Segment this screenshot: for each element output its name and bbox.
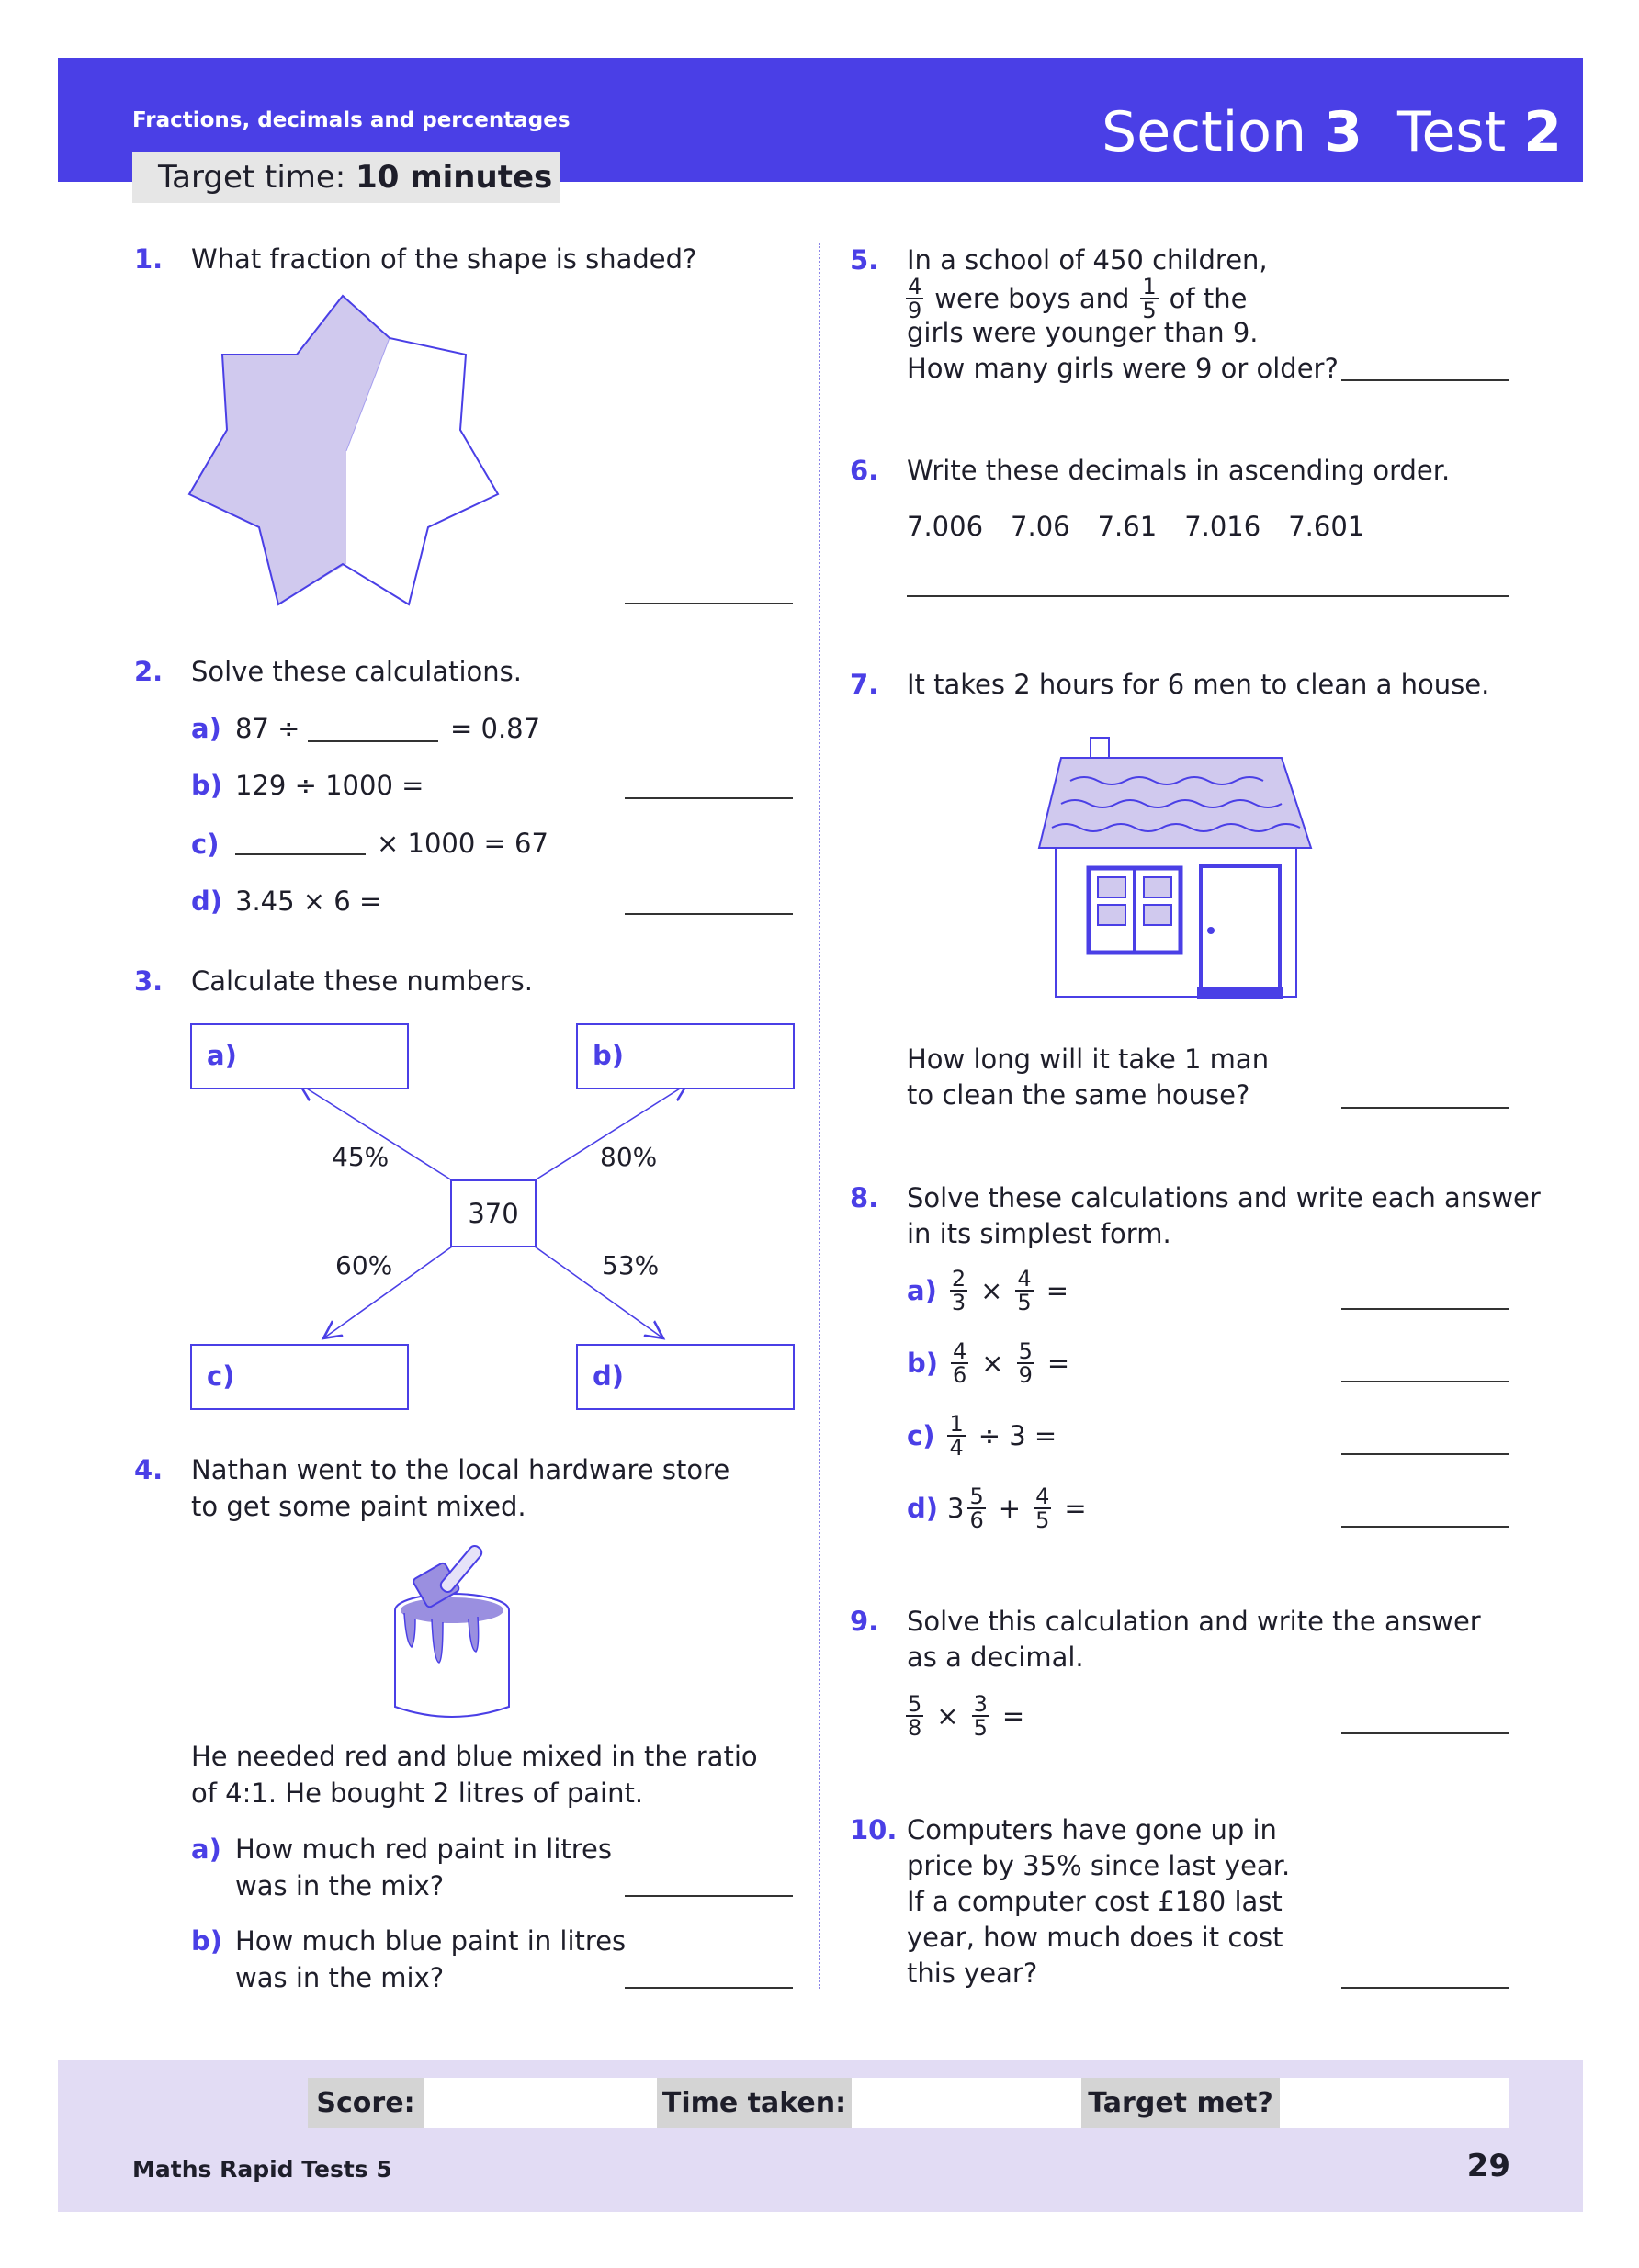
calc-text: = 0.87: [450, 713, 541, 744]
question-text: Write these decimals in ascending order.: [907, 455, 1451, 486]
question-text: was in the mix?: [235, 1870, 445, 1901]
question-text: as a decimal.: [907, 1642, 1084, 1673]
question-text: in its simplest form.: [907, 1218, 1171, 1249]
fraction: $\frac{3}{5}$: [973, 1691, 988, 1741]
question-text: How much blue paint in litres: [235, 1925, 627, 1957]
target-met-label: Target met?: [1081, 2078, 1280, 2128]
time-taken-label: Time taken:: [657, 2078, 852, 2128]
question-text: this year?: [907, 1958, 1038, 1989]
time-taken-field[interactable]: [852, 2078, 1081, 2128]
answer-line-q8a[interactable]: [1341, 1308, 1509, 1310]
answer-line-q10[interactable]: [1341, 1987, 1509, 1989]
decimal-value: 7.06: [1011, 511, 1070, 542]
percent-label: 45%: [332, 1142, 390, 1172]
question-number: 8.: [850, 1182, 879, 1213]
question-number: 9.: [850, 1606, 879, 1637]
answer-box-a[interactable]: [190, 1023, 409, 1089]
subject-title: Fractions, decimals and percentages: [132, 108, 571, 132]
calc-text: × 1000 = 67: [377, 828, 548, 859]
part-label: a): [191, 713, 221, 744]
answer-blank-q2a[interactable]: [308, 740, 438, 742]
answer-line-q2b[interactable]: [625, 797, 793, 799]
fraction: $\frac{5}{9}$: [1018, 1338, 1033, 1388]
calc-q8c: [907, 1413, 1057, 1459]
question-number: 6.: [850, 455, 879, 486]
calc-text: 87 ÷: [235, 713, 300, 744]
percent-label: 80%: [600, 1142, 658, 1172]
answer-line-q7[interactable]: [1341, 1107, 1509, 1109]
question-number: 2.: [134, 656, 164, 687]
page-number: 29: [1466, 2148, 1510, 2184]
answer-box-d[interactable]: [576, 1344, 795, 1410]
question-number: 3.: [134, 965, 164, 997]
question-text: Solve these calculations.: [191, 656, 522, 687]
question-text: Computers have gone up in: [907, 1814, 1277, 1845]
part-label: a): [907, 1275, 937, 1306]
section-test-title: [1102, 96, 1562, 169]
equals: =: [1046, 1275, 1069, 1306]
operator: ×: [981, 1348, 1004, 1379]
question-text: to get some paint mixed.: [191, 1491, 526, 1522]
calc-text: 129 ÷ 1000 =: [235, 770, 424, 801]
box-label: d): [593, 1360, 625, 1392]
question-text: What fraction of the shape is shaded?: [191, 243, 697, 275]
question-number: 10.: [850, 1814, 898, 1845]
question-text: price by 35% since last year.: [907, 1850, 1291, 1881]
part-label: c): [907, 1420, 935, 1451]
decimal-value: 7.016: [1184, 511, 1261, 542]
calc-q8a: [907, 1268, 1068, 1314]
part-label: d): [191, 886, 223, 917]
equals: =: [1001, 1700, 1025, 1732]
star-shape-diagram: [184, 289, 514, 620]
answer-line-q9[interactable]: [1341, 1732, 1509, 1734]
answer-blank-q2c[interactable]: [235, 853, 366, 855]
decimal-value: 7.006: [907, 511, 984, 542]
question-number: 5.: [850, 244, 879, 276]
star-shaded-part: [189, 296, 390, 604]
section-number: 3: [1324, 100, 1362, 164]
question-text: If a computer cost £180 last: [907, 1886, 1283, 1917]
fraction: $\frac{1}{4}$: [949, 1411, 964, 1461]
mixed-number: 3 $\frac{5}{6}$: [947, 1484, 984, 1533]
question-text: Nathan went to the local hardware store: [191, 1454, 730, 1485]
house-illustration: [1034, 730, 1318, 1015]
target-time: [158, 159, 552, 196]
answer-box-b[interactable]: [576, 1023, 795, 1089]
question-text: It takes 2 hours for 6 men to clean a house.: [907, 669, 1490, 700]
answer-line-q4b[interactable]: [625, 1987, 793, 1989]
equals: =: [1064, 1493, 1087, 1524]
question-text: year, how much does it cost: [907, 1922, 1283, 1953]
question-text-fractions: $\frac{4}{9}$ were boys and $\frac{1}{5}$ of the: [908, 274, 1248, 323]
question-number: 1.: [134, 243, 164, 275]
answer-line-q1[interactable]: [625, 603, 793, 604]
operator: ×: [980, 1275, 1003, 1306]
answer-line-q8b[interactable]: [1341, 1381, 1509, 1382]
question-text: girls were younger than 9.: [907, 317, 1259, 348]
test-word: Test: [1397, 100, 1507, 164]
fraction: $\frac{2}{3}$: [951, 1266, 966, 1315]
part-label: a): [191, 1834, 221, 1865]
fraction: $\frac{4}{9}$: [908, 274, 922, 323]
question-text: Solve this calculation and write the answer: [907, 1606, 1481, 1637]
calc-q9: [902, 1693, 1024, 1739]
target-met-field[interactable]: [1280, 2078, 1509, 2128]
operator: +: [998, 1493, 1022, 1524]
answer-line-q2d[interactable]: [625, 913, 793, 915]
target-time-label: Target time:: [158, 159, 346, 196]
fraction: $\frac{1}{5}$: [1142, 274, 1157, 323]
answer-box-c[interactable]: [190, 1344, 409, 1410]
box-label: a): [207, 1040, 237, 1071]
score-label: Score:: [308, 2078, 424, 2128]
decimal-value: 7.61: [1097, 511, 1158, 542]
box-label: c): [207, 1360, 235, 1392]
fraction: $\frac{4}{5}$: [1035, 1484, 1050, 1533]
calc-text: 3.45 × 6 =: [235, 886, 382, 917]
score-field[interactable]: [424, 2078, 657, 2128]
section-word: Section: [1102, 100, 1307, 164]
box-label: b): [593, 1040, 625, 1071]
answer-line-q8d[interactable]: [1341, 1526, 1509, 1528]
question-text: Calculate these numbers.: [191, 965, 533, 997]
answer-line-q6[interactable]: [907, 595, 1509, 597]
decimal-value: 7.601: [1288, 511, 1365, 542]
percent-label: 60%: [335, 1250, 393, 1281]
target-time-value: 10 minutes: [356, 159, 553, 196]
fraction: $\frac{4}{6}$: [953, 1338, 967, 1388]
question-number: 4.: [134, 1454, 164, 1485]
fraction: $\frac{4}{5}$: [1017, 1266, 1032, 1315]
question-number: 7.: [850, 669, 879, 700]
question-text: How long will it take 1 man: [907, 1044, 1270, 1075]
test-number: 2: [1523, 100, 1562, 164]
operator: ×: [936, 1700, 959, 1732]
part-label: b): [191, 1925, 223, 1957]
question-text: Solve these calculations and write each answer: [907, 1182, 1541, 1213]
question-text: In a school of 450 children,: [907, 244, 1268, 276]
paint-tin-icon: [386, 1532, 524, 1725]
part-label: d): [907, 1493, 939, 1524]
calc-q8d: [907, 1485, 1087, 1531]
equals: =: [1046, 1348, 1070, 1379]
calc-q8b: [907, 1340, 1069, 1386]
question-text: was in the mix?: [235, 1962, 445, 1993]
book-title: Maths Rapid Tests 5: [132, 2156, 392, 2183]
question-text: of 4:1. He bought 2 litres of paint.: [191, 1777, 644, 1809]
column-divider: [819, 243, 820, 1989]
question-text: He needed red and blue mixed in the ratio: [191, 1741, 758, 1772]
percent-label: 53%: [602, 1250, 660, 1281]
question-text: How much red paint in litres: [235, 1834, 612, 1865]
calc-text: ÷ 3 =: [978, 1420, 1057, 1451]
question-text: to clean the same house?: [907, 1079, 1250, 1111]
part-label: c): [191, 829, 220, 860]
part-label: b): [191, 770, 223, 801]
decimals-list: [907, 508, 1364, 545]
fraction: $\frac{5}{8}$: [908, 1691, 922, 1741]
answer-line-q5[interactable]: [1341, 379, 1509, 381]
question-text: How many girls were 9 or older?: [907, 353, 1339, 384]
center-number-box: 370: [450, 1179, 537, 1247]
answer-line-q8c[interactable]: [1341, 1453, 1509, 1455]
answer-line-q4a[interactable]: [625, 1895, 793, 1897]
part-label: b): [907, 1348, 939, 1379]
